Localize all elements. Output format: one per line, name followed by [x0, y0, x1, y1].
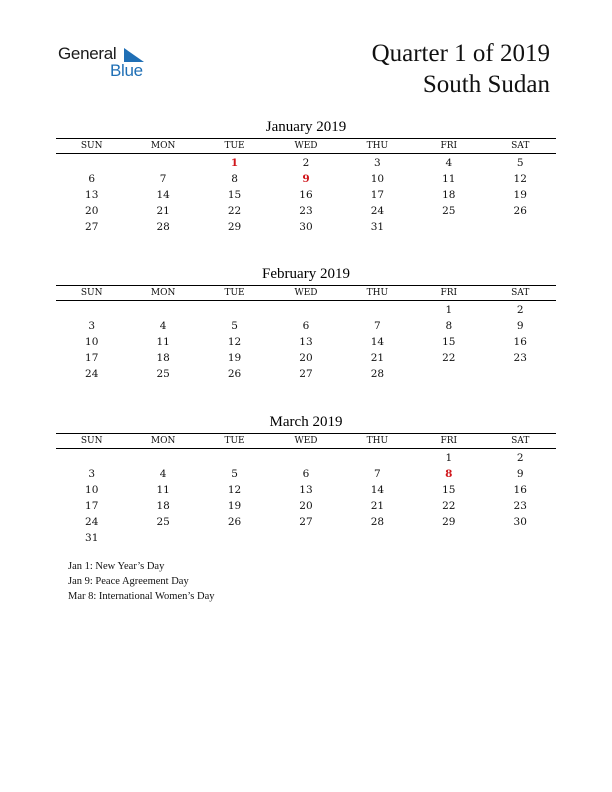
weekday-label: THU: [366, 288, 389, 298]
calendar-date: 18: [156, 500, 170, 512]
calendar-date: 3: [88, 468, 96, 480]
calendar-date: 5: [231, 468, 238, 480]
calendar-date: 28: [370, 516, 385, 528]
weekday-header-row: [56, 434, 556, 449]
generalblue-logo: [58, 44, 158, 84]
weekday-label: SUN: [80, 436, 103, 446]
week-row: [56, 514, 556, 530]
calendar-date: 7: [374, 468, 381, 480]
calendar-date: 15: [227, 189, 242, 201]
logo-text-general: General: [58, 44, 117, 63]
month-title: February 2019: [262, 266, 350, 282]
calendar-date: 16: [513, 484, 527, 496]
empty-date-cell: [342, 302, 413, 318]
weekday-label: MON: [150, 141, 176, 151]
empty-date-cell: [485, 219, 556, 235]
calendar-date: 17: [85, 352, 99, 364]
calendar-date: 3: [88, 320, 96, 332]
calendar-date: 14: [156, 189, 170, 201]
calendar-date: 25: [156, 516, 170, 528]
week-row: [56, 498, 556, 514]
logo-text-blue: Blue: [110, 61, 143, 80]
calendar-date: 27: [299, 516, 313, 528]
weekday-header-row: [56, 286, 556, 301]
calendar-date: 6: [88, 173, 96, 185]
weekday-label: SUN: [80, 288, 103, 298]
week-row: [56, 466, 556, 482]
calendar-date: 2: [516, 304, 524, 316]
weekday-label: SUN: [80, 141, 103, 151]
weekday-label: WED: [294, 288, 318, 298]
calendar-date: 18: [442, 189, 456, 201]
calendar-date: 23: [513, 352, 527, 364]
calendar-date: 1: [445, 304, 453, 316]
calendar-date: 13: [85, 189, 99, 201]
holiday-note: Jan 1: New Year’s Day: [68, 561, 165, 572]
week-row: [56, 334, 556, 350]
week-row: [56, 318, 556, 334]
calendar-date: 13: [299, 484, 313, 496]
calendar-date: 11: [442, 173, 456, 185]
calendar-date: 27: [299, 368, 313, 380]
calendar-date: 16: [299, 189, 313, 201]
calendar-date: 21: [156, 205, 170, 217]
calendar-date: 6: [302, 468, 310, 480]
empty-date-cell: [56, 302, 127, 318]
weekday-label: TUE: [224, 288, 245, 298]
calendar-date: 20: [299, 352, 313, 364]
empty-date-cell: [199, 450, 270, 466]
week-row: [56, 155, 556, 171]
calendar-date: 23: [299, 205, 313, 217]
calendar-date: 7: [159, 173, 167, 185]
calendar-date: 26: [227, 516, 242, 528]
calendar-date: 1: [445, 452, 453, 464]
holiday-date: 8: [445, 468, 453, 480]
weekday-label: MON: [150, 436, 176, 446]
calendar-date: 14: [370, 336, 385, 348]
holiday-note: Jan 9: Peace Agreement Day: [68, 576, 189, 587]
empty-date-cell: [270, 450, 341, 466]
calendar-date: 29: [442, 516, 456, 528]
week-row: [56, 366, 556, 382]
calendar-date: 22: [227, 205, 242, 217]
calendar-date: 5: [516, 157, 524, 169]
calendar-date: 11: [156, 336, 170, 348]
calendar-date: 26: [513, 205, 527, 217]
calendar-date: 19: [513, 189, 527, 201]
calendar-date: 24: [370, 205, 385, 217]
calendar-date: 18: [156, 352, 170, 364]
calendar-date: 12: [513, 173, 527, 185]
title-quarter: Quarter 1 of 2019: [371, 40, 550, 67]
calendar-date: 4: [159, 320, 167, 332]
holiday-date: 1: [230, 157, 239, 169]
calendar-date: 30: [299, 221, 313, 233]
calendar-date: 9: [516, 320, 524, 332]
month-title: January 2019: [265, 119, 347, 135]
calendar-date: 12: [227, 484, 242, 496]
calendar-date: 28: [370, 368, 385, 380]
calendar-date: 2: [516, 452, 524, 464]
month-calendar-march: [56, 413, 556, 546]
weekday-label: SAT: [511, 288, 530, 298]
weekday-label: FRI: [440, 288, 458, 298]
empty-date-cell: [199, 530, 270, 546]
calendar-date: 21: [370, 500, 385, 512]
empty-date-cell: [127, 302, 198, 318]
calendar-date: 22: [442, 500, 456, 512]
calendar-date: 4: [445, 157, 453, 169]
calendar-date: 23: [513, 500, 527, 512]
calendar-date: 20: [299, 500, 313, 512]
week-row: [56, 450, 556, 466]
holiday-date: 9: [302, 173, 310, 185]
empty-date-cell: [127, 155, 198, 171]
week-row: [56, 530, 556, 546]
calendar-date: 16: [513, 336, 527, 348]
calendar-date: 15: [442, 484, 456, 496]
calendar-date: 4: [159, 468, 167, 480]
calendar-date: 7: [374, 320, 381, 332]
holiday-note: Mar 8: International Women’s Day: [68, 591, 215, 602]
weekday-label: SAT: [511, 436, 530, 446]
empty-date-cell: [413, 366, 484, 382]
calendar-date: 15: [442, 336, 456, 348]
calendar-date: 28: [156, 221, 170, 233]
weekday-label: MON: [150, 288, 176, 298]
month-title: March 2019: [269, 414, 343, 430]
calendar-date: 30: [513, 516, 527, 528]
weekday-label: FRI: [440, 141, 458, 151]
calendar-date: 10: [85, 484, 99, 496]
calendar-date: 31: [370, 221, 385, 233]
calendar-date: 24: [85, 516, 99, 528]
calendar-date: 24: [85, 368, 99, 380]
week-row: [56, 302, 556, 318]
calendar-date: 29: [227, 221, 242, 233]
calendar-date: 8: [445, 320, 453, 332]
week-row: [56, 219, 556, 235]
calendar-date: 25: [156, 368, 170, 380]
calendar-date: 10: [85, 336, 99, 348]
empty-date-cell: [413, 530, 484, 546]
month-calendar-february: [56, 265, 556, 382]
calendar-date: 22: [442, 352, 456, 364]
week-row: [56, 350, 556, 366]
empty-date-cell: [485, 366, 556, 382]
week-row: [56, 482, 556, 498]
empty-date-cell: [270, 530, 341, 546]
calendar-date: 5: [231, 320, 238, 332]
calendar-date: 17: [85, 500, 99, 512]
calendar-date: 12: [227, 336, 242, 348]
empty-date-cell: [342, 450, 413, 466]
calendar-date: 21: [370, 352, 385, 364]
empty-date-cell: [56, 155, 127, 171]
weekday-label: TUE: [224, 436, 245, 446]
calendar-date: 3: [374, 157, 381, 169]
calendar-date: 25: [442, 205, 456, 217]
week-row: [56, 187, 556, 203]
calendar-date: 6: [302, 320, 310, 332]
calendar-date: 8: [231, 173, 238, 185]
empty-date-cell: [56, 450, 127, 466]
weekday-label: FRI: [440, 436, 458, 446]
logo-triangle-icon: [124, 48, 144, 62]
empty-date-cell: [342, 530, 413, 546]
calendar-date: 19: [227, 352, 242, 364]
empty-date-cell: [270, 302, 341, 318]
empty-date-cell: [413, 219, 484, 235]
title-country: South Sudan: [422, 71, 550, 98]
calendar-date: 20: [85, 205, 99, 217]
calendar-date: 13: [299, 336, 313, 348]
calendar-date: 2: [302, 157, 310, 169]
week-row: [56, 171, 556, 187]
empty-date-cell: [127, 530, 198, 546]
calendar-date: 10: [370, 173, 385, 185]
weekday-label: THU: [366, 141, 389, 151]
empty-date-cell: [199, 302, 270, 318]
calendar-date: 31: [85, 532, 99, 544]
weekday-label: WED: [294, 141, 318, 151]
calendar-date: 11: [156, 484, 170, 496]
weekday-label: SAT: [511, 141, 530, 151]
calendar-date: 9: [516, 468, 524, 480]
month-calendar-january: [56, 118, 556, 235]
calendar-date: 27: [85, 221, 99, 233]
week-row: [56, 203, 556, 219]
weekday-label: THU: [366, 436, 389, 446]
calendar-date: 19: [227, 500, 242, 512]
empty-date-cell: [127, 450, 198, 466]
weekday-header-row: [56, 139, 556, 154]
calendar-date: 17: [370, 189, 385, 201]
calendar-date: 26: [227, 368, 242, 380]
weekday-label: WED: [294, 436, 318, 446]
weekday-label: TUE: [224, 141, 245, 151]
holiday-notes: [68, 559, 215, 604]
empty-date-cell: [485, 530, 556, 546]
page-title: [372, 38, 550, 100]
calendar-date: 14: [370, 484, 385, 496]
